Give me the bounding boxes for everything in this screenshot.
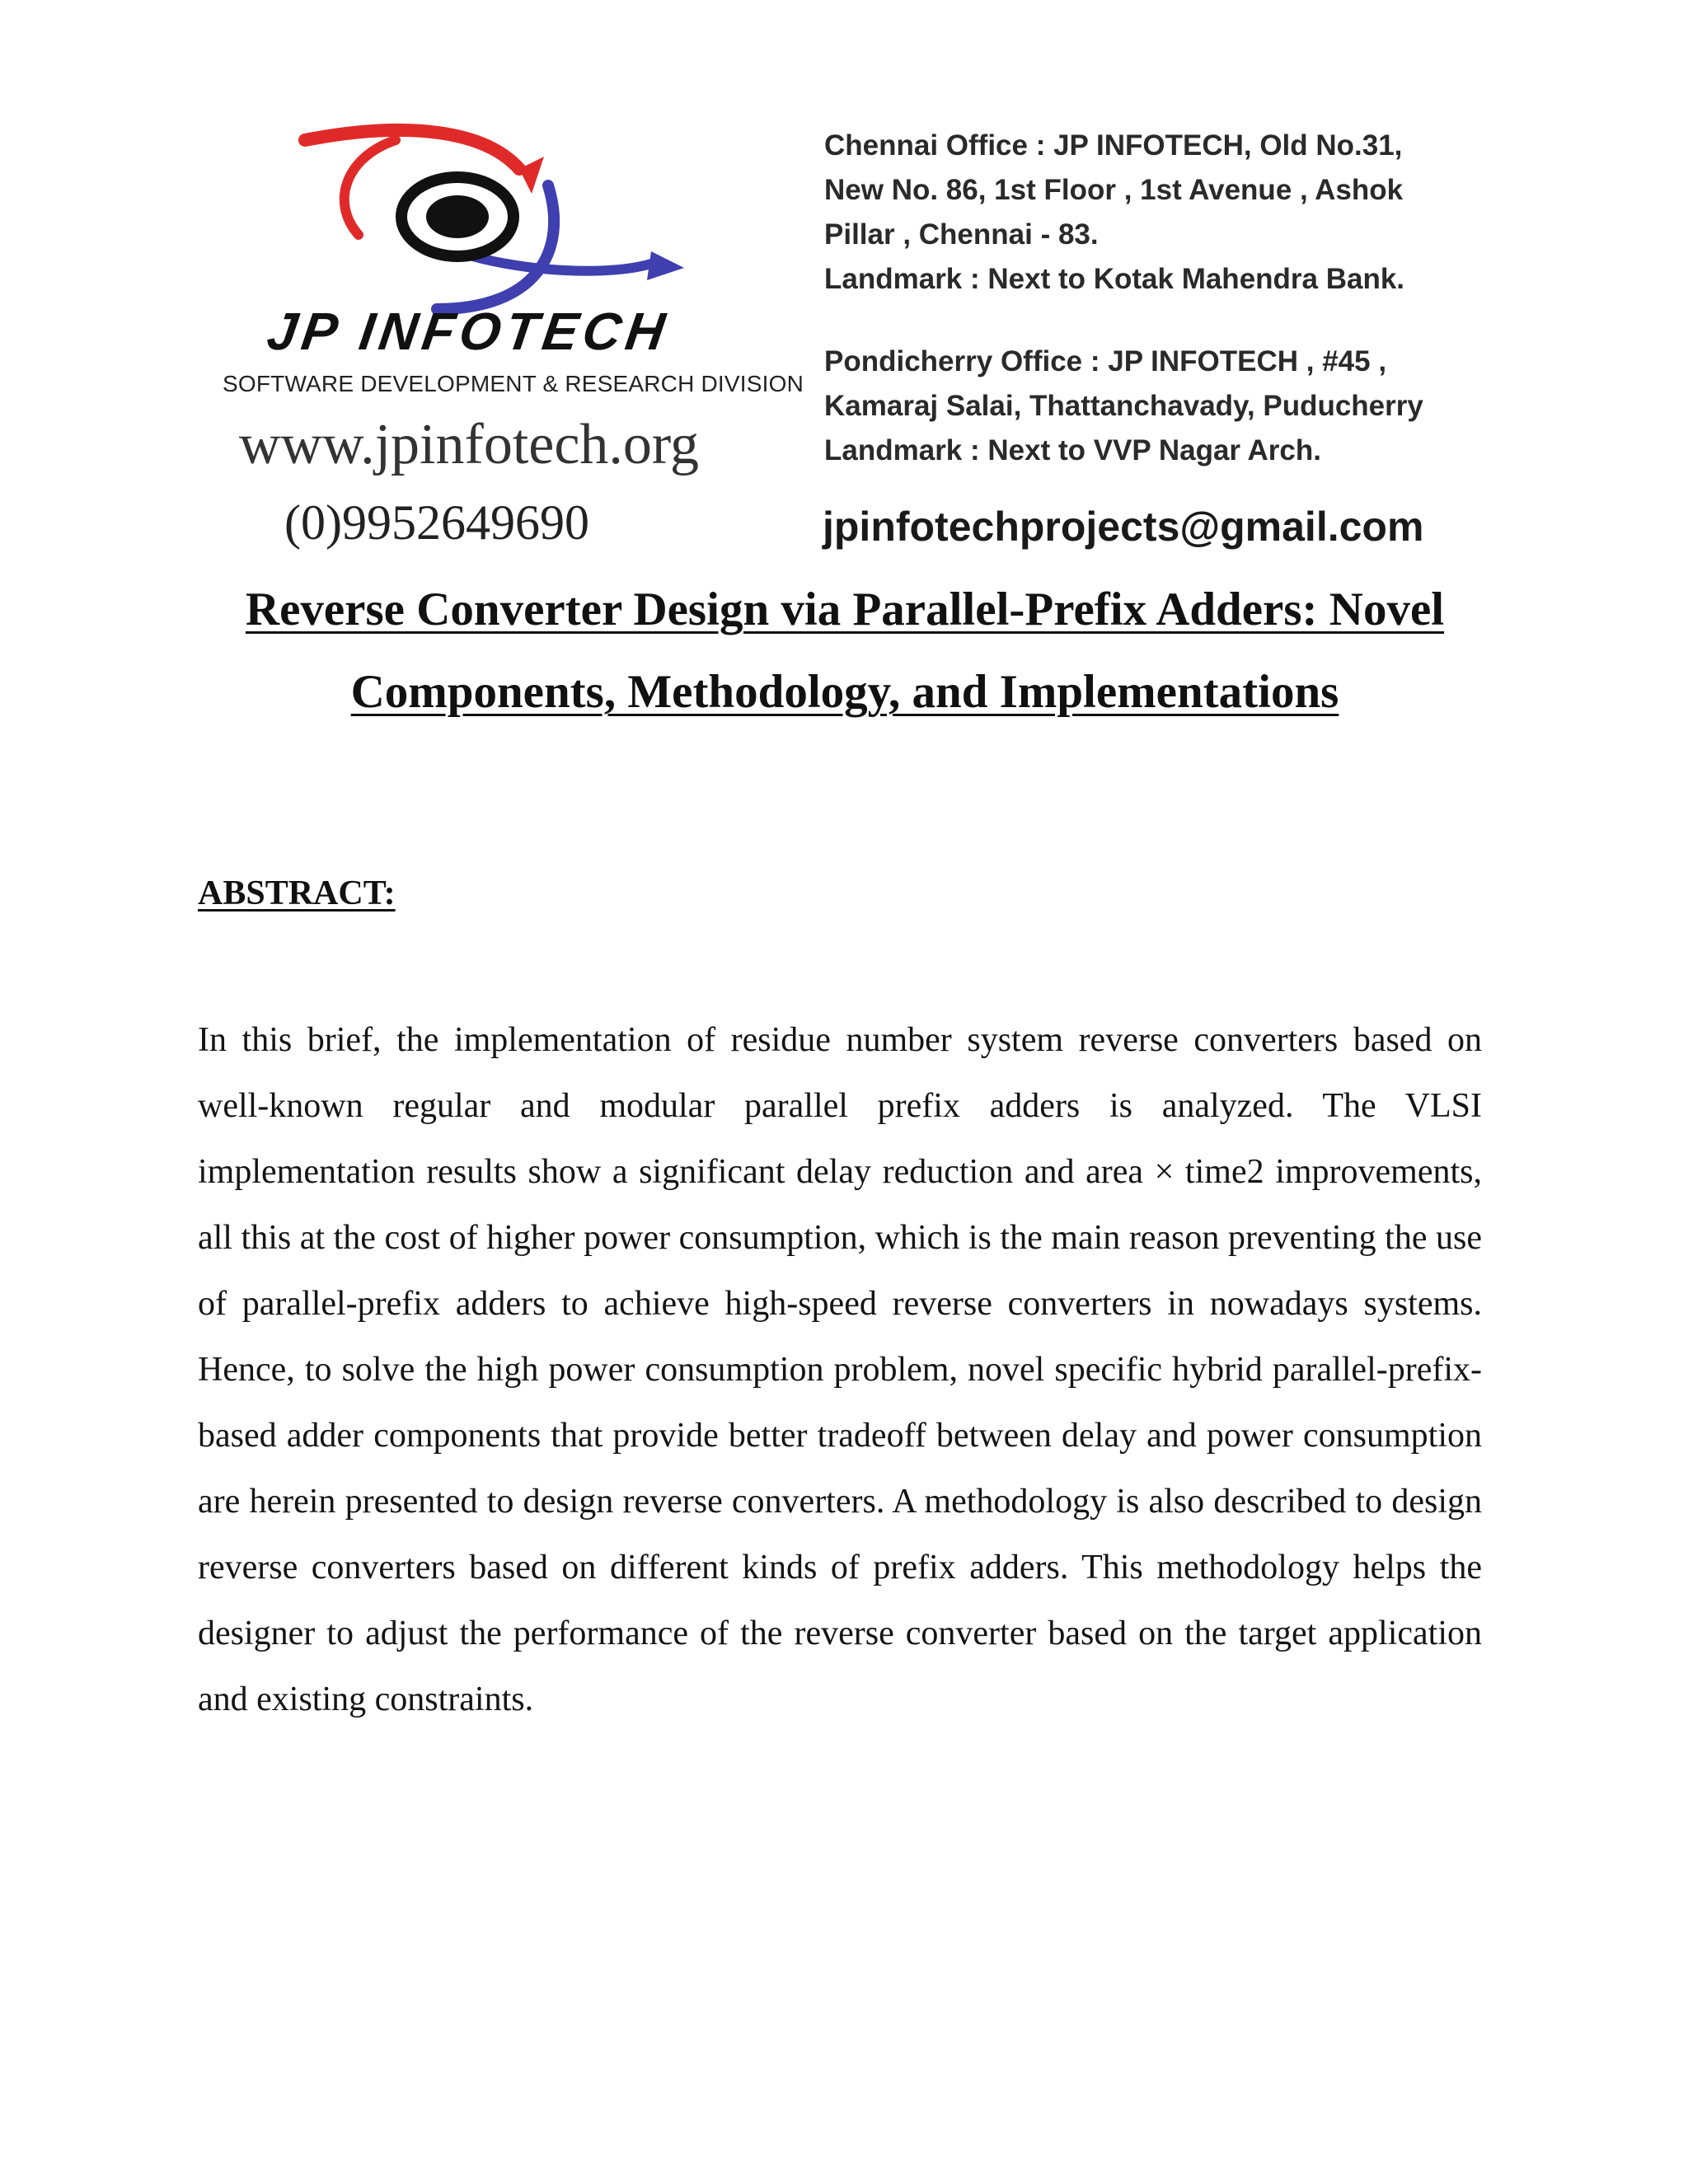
title-line: Components, Methodology, and Implementations xyxy=(350,666,1339,718)
office-addresses xyxy=(824,124,1500,473)
website-url: www.jpinfotech.org xyxy=(239,413,699,476)
brand-name: JP INFOTECH xyxy=(263,302,673,361)
division-label: SOFTWARE DEVELOPMENT & RESEARCH DIVISION xyxy=(223,371,804,396)
pondicherry-address-line: Pondicherry Office : JP INFOTECH , #45 , xyxy=(824,345,1387,377)
title-line: Reverse Converter Design via Parallel-Prefix Adders: Novel xyxy=(245,583,1445,635)
phone-number: (0)9952649690 xyxy=(284,495,589,550)
abstract-heading: ABSTRACT: xyxy=(198,874,396,912)
chennai-address-line: New No. 86, 1st Floor , 1st Avenue , Ashok xyxy=(824,174,1404,206)
header-banner xyxy=(198,99,1492,577)
abstract-paragraph: In this brief, the implementation of residue number system reverse converters based on well-known regular and modular parallel prefix adders is analyzed. The VLSI implementation results show a significant delay reduction and area × time2 improvements, all this at the cost of higher power consumption, which is the main reason preventing the use of parallel-prefix adders to achieve high-speed reverse converters in nowadays systems. Hence, to solve the high power consumption problem, novel specific hybrid parallel-prefix-based adder components that provide better tradeoff between delay and power consumption are herein presented to design reverse converters. A methodology is also described to design reverse converters based on different kinds of prefix adders. This methodology helps the designer to adjust the performance of the reverse converter based on the target application and existing constraints. xyxy=(198,1021,1482,1718)
document-title xyxy=(198,569,1492,733)
chennai-address-line: Landmark : Next to Kotak Mahendra Bank. xyxy=(824,263,1405,295)
chennai-address-line: Pillar , Chennai - 83. xyxy=(824,218,1099,251)
chennai-address-line: Chennai Office : JP INFOTECH, Old No.31, xyxy=(824,129,1403,162)
contact-email: jpinfotechprojects@gmail.com xyxy=(823,504,1424,550)
pondicherry-address-line: Landmark : Next to VVP Nagar Arch. xyxy=(824,434,1321,466)
pondicherry-address-line: Kamaraj Salai, Thattanchavady, Puducherry xyxy=(824,390,1423,422)
